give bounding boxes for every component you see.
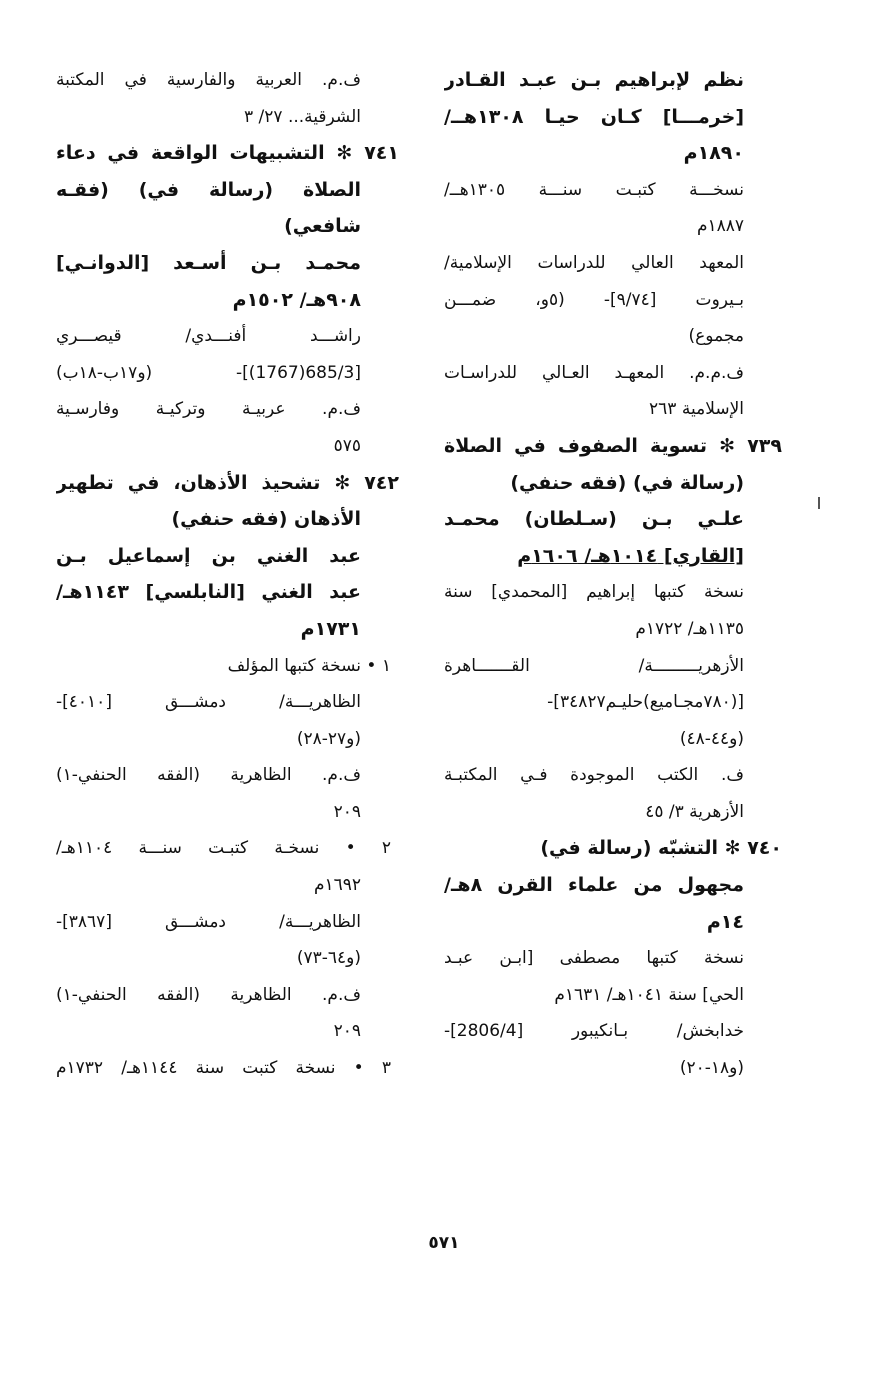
entry-heading-line: شافعي) [284,215,361,238]
entry-text-line: (و٢٧-٢٨) [296,728,361,749]
entry-text-line: ف. الكتب الموجودة فـي المكتبـة [444,765,744,786]
entry-text-line: مجموع) [688,326,744,347]
entry-text-line: ٣ • نسخة كتبت سنة ١١٤٤هـ/ ١٧٣٢م [56,1058,391,1079]
entry-heading-line: مجهول من علماء القرن ٨هـ/ [444,874,744,897]
entry-text-line: ف.م. الظاهرية (الفقه الحنفي-١) [56,984,361,1005]
entry-text-line: الأزهريـــــــــة/ القـــــــاهرة [444,655,744,676]
entry-heading-line: محمـد بـن أسـعد [الدوانـي] [56,251,361,274]
entry-text-line: الإسلامية ٢٦٣ [649,399,744,420]
entry-text-line: خدابخش/ بـانكيبور [2806/4]- [444,1021,744,1042]
entry-text-line: (و٤٤-٤٨) [679,728,744,749]
entry-heading-line: الصلاة (رسالة في) (فقـه [56,178,361,201]
entry-text-line: ١ • نسخة كتبها المؤلف [227,655,391,676]
entry-text-line: [(٧٨٠مجـاميع)حليـم٣٤٨٢٧]- [547,692,744,713]
entry-text-line: الظاهريـــة/ دمشـــق [٣٨٦٧]- [56,911,361,932]
entry-text-line: ١٦٩٢م [313,875,361,896]
entry-text-line: بـيروت [٩/٧٤]- (٥و، ضمـــن [444,289,744,310]
entry-title-line: ٧٤١ ✻ التشبيهات الواقعة في دعاء [56,142,399,165]
left-column [56,62,399,1087]
entry-heading-line: ١٧٣١م [300,617,361,640]
entry-text-line: نسخة كتبها مصطفى [ابـن عبـد [444,948,744,969]
entry-text-line: ف.م. عربيـة وتركيـة وفارسـية [56,399,361,420]
entry-text-line: [685/3(1767)]- (و١٧ب-١٨ب) [56,362,361,383]
entry-text-line: المعهد العالي للدراسات الإسلامية/ [444,252,744,273]
entry-text-line: ف.م. العربية والفارسية في المكتبة [56,70,361,90]
entry-text-line: نسخة كتبها إبراهيم [المحمدي] سنة [444,582,744,603]
entry-heading-line: ١٤م [706,910,744,933]
entry-text-line: راشـــد أفنـــدي/ قيصـــري [56,326,361,347]
right-column [444,62,782,1087]
entry-text-line: ٢٠٩ [333,1021,361,1042]
entry-heading-line: (رسالة في) (فقه حنفي) [510,471,744,494]
entry-heading-line: [خرمـــا] كـان حيـا ١٣٠٨هــ/ [444,105,744,128]
entry-text-line: ٢٠٩ [333,801,361,822]
entry-text-line: نسخـــة كتبـت سنـــة ١٣٠٥هــ/ [444,179,744,200]
entry-heading-line: علـي بـن (سـلطان) محمـد [444,508,744,531]
entry-heading-line: عبد الغني [النابلسي] ١١٤٣هـ/ [56,581,361,604]
entry-heading-line: ٩٠٨هـ/ ١٥٠٢م [232,288,361,311]
scan-speck [818,497,820,509]
entry-text-line: ف.م. الظاهرية (الفقه الحنفي-١) [56,765,361,786]
entry-title-line: ٧٤٢ ✻ تشحيذ الأذهان، في تطهير [56,471,399,494]
page-number: ٥٧١ [428,1233,460,1253]
entry-text-line: الحي] سنة ١٠٤١هـ/ ١٦٣١م [554,984,744,1005]
entry-heading-line: ١٨٩٠م [683,142,744,165]
entry-text-line: الأزهرية ٣/ ٤٥ [645,801,744,822]
entry-title-line: ٧٣٩ ✻ تسوية الصفوف في الصلاة [444,434,782,457]
entry-heading-line: نظم لإبراهيم بـن عبـد القـادر [444,69,744,91]
entry-text-line: ٥٧٥ [333,435,361,456]
entry-text-line: ١٨٨٧م [696,216,744,237]
entry-text-line: الشرقية... ٢٧/ ٣ [244,106,361,127]
entry-text-line: الظاهريـــة/ دمشـــق [٤٠١٠]- [56,692,361,713]
entry-text-line: ٢ • نسخـة كتبـت سنـــة ١١٠٤هـ/ [56,838,391,859]
entry-text-line: ف.م.م. المعهـد العـالي للدراسـات [444,362,744,383]
entry-heading-line: [القاري] ١٠١٤هـ/ ١٦٠٦م [517,544,744,567]
entry-heading-line: عبد الغني بن إسماعيل بـن [56,544,361,567]
entry-text-line: (و١٨-٢٠) [679,1058,744,1079]
entry-text-line: (و٦٤-٧٣) [296,948,361,969]
entry-text-line: ١١٣٥هـ/ ١٧٢٢م [635,618,744,639]
entry-title-line: ٧٤٠ ✻ التشبّه (رسالة في) [540,837,782,860]
entry-heading-line: الأذهان (فقه حنفي) [171,508,361,531]
